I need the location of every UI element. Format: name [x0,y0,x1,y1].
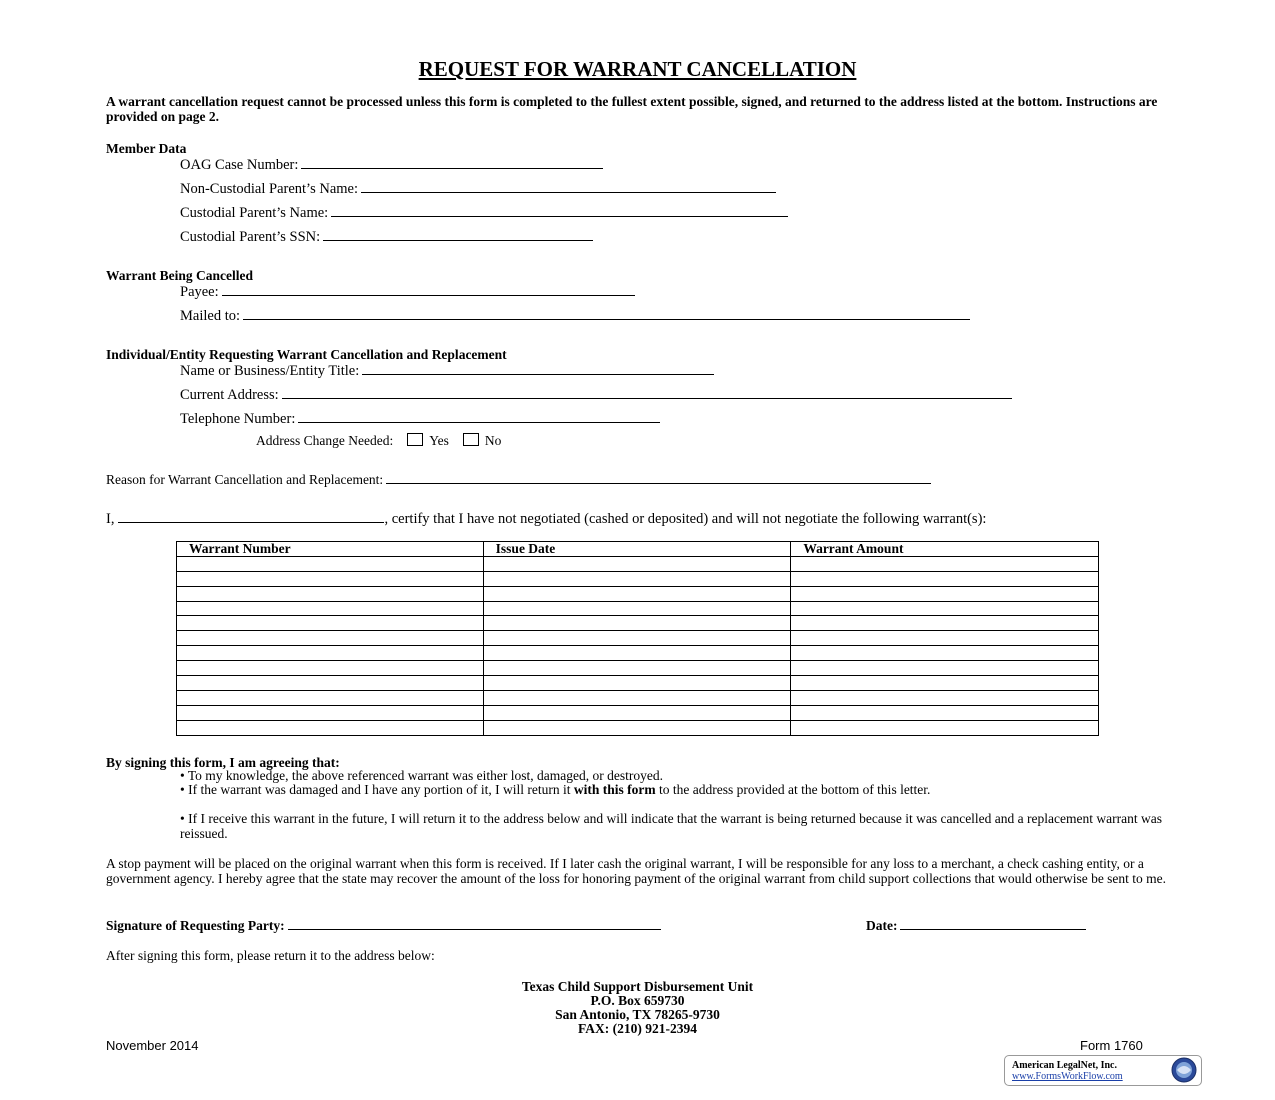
warrant-number-cell[interactable] [177,676,484,691]
agree-bullet-1: • To my knowledge, the above referenced warrant was either lost, damaged, or destroyed. [180,768,663,783]
warrant-heading: Warrant Being Cancelled [106,268,253,283]
warrant-number-cell[interactable] [177,720,484,735]
cp-ssn-field [180,228,593,245]
date-input[interactable] [900,917,1086,930]
warrant-number-cell[interactable] [177,690,484,705]
warrant-amount-cell[interactable] [791,720,1099,735]
current-address-input[interactable] [282,386,1012,399]
yes-checkbox[interactable] [407,433,423,446]
certify-name-input[interactable] [118,510,384,523]
table-row [177,705,1099,720]
issue-date-cell[interactable] [483,616,791,631]
mailed-to-field [180,307,970,324]
oag-case-input[interactable] [301,156,603,169]
table-row [177,586,1099,601]
cp-ssn-input[interactable] [323,228,593,241]
header-warrant-number: Warrant Number [177,542,484,557]
payee-field [180,283,635,300]
oag-case-field [180,156,603,173]
warrant-table [176,541,1099,736]
issue-date-cell[interactable] [483,676,791,691]
warrant-number-cell[interactable] [177,586,484,601]
signature-label: Signature of Requesting Party: [106,918,285,933]
footer-form-number: Form 1760 [1080,1038,1143,1053]
warrant-number-cell[interactable] [177,571,484,586]
warrant-amount-cell[interactable] [791,631,1099,646]
requester-heading: Individual/Entity Requesting Warrant Cancellation and Replacement [106,347,507,362]
cp-name-input[interactable] [331,204,788,217]
requester-name-label: Name or Business/Entity Title: [180,363,360,379]
issue-date-cell[interactable] [483,586,791,601]
warrant-amount-cell[interactable] [791,556,1099,571]
address-change-label: Address Change Needed: [256,433,394,448]
cp-name-label: Custodial Parent’s Name: [180,205,329,221]
current-address-field [180,386,1012,403]
warrant-amount-cell[interactable] [791,601,1099,616]
payee-label: Payee: [180,284,219,300]
warrant-amount-cell[interactable] [791,690,1099,705]
table-row [177,661,1099,676]
current-address-label: Current Address: [180,387,279,403]
agree-bullet-2-post: to the address provided at the bottom of this letter. [655,782,931,797]
mailed-to-input[interactable] [243,307,970,320]
certify-statement [106,510,1168,527]
requester-name-field [180,362,714,379]
table-row [177,601,1099,616]
table-row [177,690,1099,705]
reason-field [106,471,931,487]
ncp-name-label: Non-Custodial Parent’s Name: [180,181,359,197]
agree-bullet-2-bold: with this form [573,782,656,797]
table-row [177,631,1099,646]
issue-date-cell[interactable] [483,556,791,571]
header-issue-date: Issue Date [483,542,791,557]
cp-ssn-label: Custodial Parent’s SSN: [180,229,321,245]
warrant-amount-cell[interactable] [791,705,1099,720]
reason-label: Reason for Warrant Cancellation and Replacement: [106,472,384,487]
header-warrant-amount: Warrant Amount [791,542,1099,557]
logo-company-name: American LegalNet, Inc. [1012,1060,1117,1071]
issue-date-cell[interactable] [483,661,791,676]
globe-icon [1171,1057,1197,1083]
address-change-row [256,433,501,448]
page-title: REQUEST FOR WARRANT CANCELLATION [418,57,857,81]
warrant-number-cell[interactable] [177,646,484,661]
issue-date-cell[interactable] [483,720,791,735]
payee-input[interactable] [222,283,635,296]
warrant-amount-cell[interactable] [791,676,1099,691]
mailed-to-label: Mailed to: [180,308,241,324]
warrant-amount-cell[interactable] [791,661,1099,676]
certify-prefix: I, [106,511,115,527]
agree-heading: By signing this form, I am agreeing that: [106,755,340,770]
issue-date-cell[interactable] [483,631,791,646]
ncp-name-field [180,180,776,197]
warrant-amount-cell[interactable] [791,616,1099,631]
american-legalnet-logo [1004,1055,1202,1086]
certify-text: , certify that I have not negotiated (cashed or deposited) and will not negotiate the following warrant(s): [384,511,987,527]
oag-case-label: OAG Case Number: [180,157,299,173]
signature-field [106,917,661,933]
warrant-amount-cell[interactable] [791,646,1099,661]
table-row [177,571,1099,586]
address-line-1: Texas Child Support Disbursement Unit [521,979,754,994]
date-field [866,917,1086,933]
member-data-heading: Member Data [106,141,187,156]
table-row [177,720,1099,735]
agree-bullet-2 [180,783,1170,798]
issue-date-cell[interactable] [483,646,791,661]
warrant-amount-cell[interactable] [791,571,1099,586]
issue-date-cell[interactable] [483,705,791,720]
table-row [177,676,1099,691]
address-line-3: San Antonio, TX 78265-9730 [555,1007,720,1022]
issue-date-cell[interactable] [483,601,791,616]
yes-label: Yes [429,433,449,448]
issue-date-cell[interactable] [483,690,791,705]
agree-bullet-3: • If I receive this warrant in the future, I will return it to the address below and will indicate that the warrant is being returned because it was cancelled and a replacement warrant was reissued. [180,811,1162,841]
warrant-amount-cell[interactable] [791,586,1099,601]
reason-input[interactable] [386,471,931,484]
signature-input[interactable] [288,917,661,930]
cp-name-field [180,204,788,221]
issue-date-cell[interactable] [483,571,791,586]
address-line-4: FAX: (210) 921-2394 [578,1021,697,1036]
date-label: Date: [866,918,898,933]
no-checkbox[interactable] [463,433,479,446]
address-line-2: P.O. Box 659730 [590,993,685,1008]
no-label: No [484,433,502,448]
ncp-name-input[interactable] [361,180,776,193]
telephone-input[interactable] [298,410,660,423]
logo-url-link[interactable]: www.FormsWorkFlow.com [1012,1071,1123,1082]
return-note: After signing this form, please return it to the address below: [106,948,435,963]
warrant-number-cell[interactable] [177,631,484,646]
telephone-field [180,410,660,427]
warrant-number-cell[interactable] [177,661,484,676]
table-row [177,556,1099,571]
warrant-number-cell[interactable] [177,601,484,616]
table-row [177,646,1099,661]
warrant-table-body [177,556,1099,735]
stop-payment-text: A stop payment will be placed on the original warrant when this form is received. If I later cash the original warrant, I will be responsible for any loss to a merchant, a check cashing entity, or a government agency. I hereby agree that the state may recover the amount of the loss for honoring payment of the original warrant from child support collections that would otherwise be sent to me. [106,856,1167,886]
agree-bullet-2-pre: • If the warrant was damaged and I have any portion of it, I will return it [180,782,574,797]
warrant-number-cell[interactable] [177,705,484,720]
warrant-number-cell[interactable] [177,616,484,631]
table-row [177,616,1099,631]
table-header-row [177,542,1099,557]
footer-date: November 2014 [106,1038,199,1053]
requester-name-input[interactable] [362,362,714,375]
telephone-label: Telephone Number: [180,411,296,427]
intro-text: A warrant cancellation request cannot be processed unless this form is completed to the fullest extent possible, signed, and returned to the address listed at the bottom. Instructions are provided on page 2. [106,94,1158,124]
warrant-number-cell[interactable] [177,556,484,571]
